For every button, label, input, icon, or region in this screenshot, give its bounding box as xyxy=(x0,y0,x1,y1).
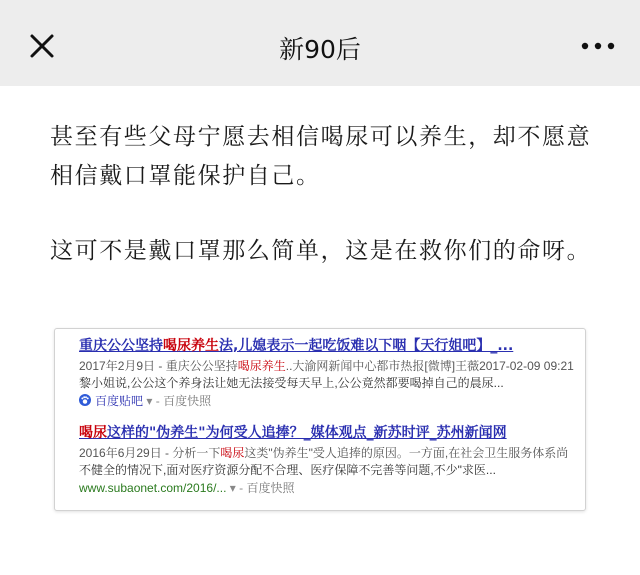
result-meta-text: 这类"伪养生"受人追捧的原因。一方面,在社会卫生服务体系尚 xyxy=(244,446,569,460)
article-body xyxy=(50,118,610,271)
result-meta-text: ..大渝网新闻中心都市热报[微博]王薇2017-02-09 09:21 xyxy=(285,359,574,373)
result-title-link[interactable] xyxy=(79,335,577,357)
result-meta xyxy=(79,444,577,462)
search-results-screenshot xyxy=(54,328,586,511)
top-navbar xyxy=(0,0,640,86)
article-paragraph: 甚至有些父母宁愿去相信喝尿可以养生，却不愿意相信戴口罩能保护自己。 xyxy=(50,124,592,189)
search-result xyxy=(79,335,577,410)
result-meta-text: 2016年6月29日 - 分析一下 xyxy=(79,446,221,460)
result-title-highlight: 喝尿 xyxy=(79,425,107,441)
search-result xyxy=(79,422,577,497)
result-meta-highlight: 喝尿 xyxy=(220,446,245,460)
result-title-link[interactable] xyxy=(79,422,577,444)
result-meta-text: 2017年2月9日 - 重庆公公坚持 xyxy=(79,359,238,373)
source-dropdown-icon[interactable]: ▾ xyxy=(146,394,153,408)
article-paragraph: 这可不是戴口罩那么简单，这是在救你们的命呀。 xyxy=(50,238,592,264)
page-title: 新90后 xyxy=(279,35,361,64)
result-description: 黎小姐说,公公这个养身法让她无法接受每天早上,公公竟然都要喝掉自己的晨尿... xyxy=(79,376,504,390)
result-title-text: 法,儿媳表示一起吃饭难以下咽【天行姐吧】_... xyxy=(219,338,514,354)
result-meta-highlight: 喝尿养生 xyxy=(237,359,286,373)
result-source-url[interactable]: www.subaonet.com/2016/... xyxy=(79,481,227,495)
snapshot-link[interactable]: 百度快照 xyxy=(246,481,295,495)
result-source xyxy=(79,392,577,410)
source-separator: - xyxy=(155,394,160,408)
result-title-text: 重庆公公坚持 xyxy=(79,338,163,354)
result-title-text: 这样的"伪养生"为何受人追捧？_媒体观点_新苏时评_苏州新闻网 xyxy=(107,425,507,441)
result-description: 不健全的情况下,面对医疗资源分配不合理、医疗保障不完善等问题,不少"求医... xyxy=(79,463,496,477)
result-source-link[interactable]: 百度贴吧 xyxy=(95,394,144,408)
result-title-highlight: 喝尿养生 xyxy=(163,338,219,354)
source-dropdown-icon[interactable]: ▾ xyxy=(229,481,236,495)
result-meta xyxy=(79,357,577,375)
baidu-paw-icon xyxy=(79,394,91,406)
result-source xyxy=(79,479,577,497)
more-icon[interactable] xyxy=(578,34,618,58)
source-separator: - xyxy=(239,481,244,495)
snapshot-link[interactable]: 百度快照 xyxy=(163,394,212,408)
